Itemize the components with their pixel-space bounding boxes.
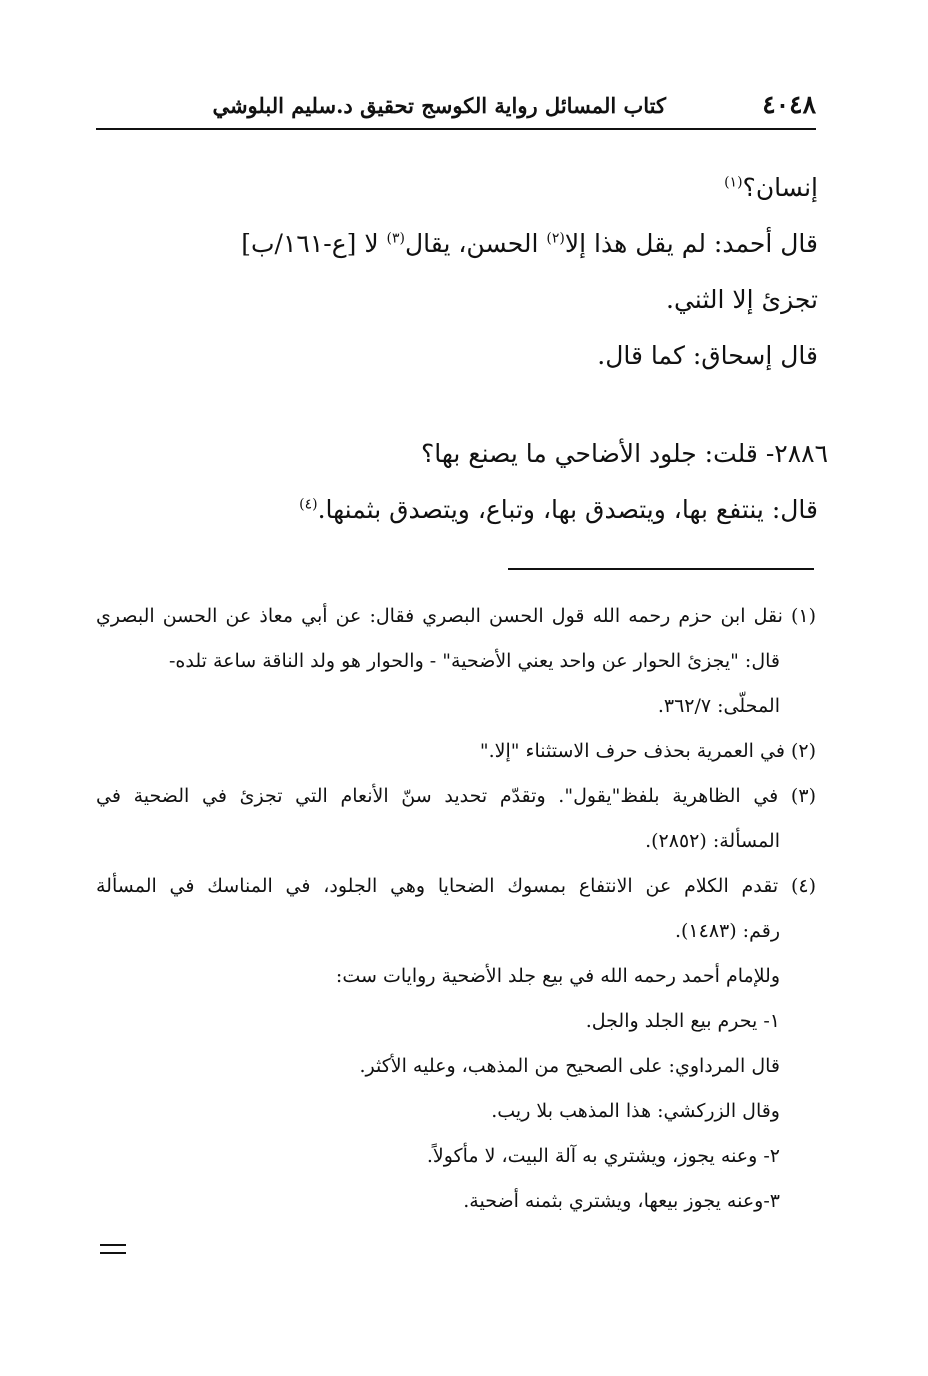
- footnote-line: ٣-وعنه يجوز بيعها، ويشتري بثمنه أضحية.: [463, 1190, 780, 1212]
- footnotes: [96, 594, 816, 1224]
- footnote-line: (٤) تقدم الكلام عن الانتفاع بمسوك الضحايا وهي الجلود، في المناسك في المسألة: [96, 875, 816, 897]
- continuation-mark-bar: [100, 1244, 126, 1246]
- footnote-ref: (٣): [386, 230, 406, 247]
- footnote-ref: (١): [724, 174, 743, 191]
- page-header: [96, 88, 816, 130]
- answer-text: قال: ينتفع بها، ويتصدق بها، وتباع، ويتصدق بثمنها.: [317, 495, 818, 524]
- main-line-text: الحسن، يقال: [405, 229, 547, 258]
- continuation-mark-bar: [100, 1252, 126, 1254]
- main-line: [98, 216, 818, 272]
- main-line-text: لا [ع-١٦١/ب]: [241, 229, 387, 258]
- footnote-line: ٢- وعنه يجوز، ويشتري به آلة البيت، لا مأكولاً.: [426, 1145, 780, 1167]
- footnote-line: المسألة: (٢٨٥٢).: [645, 830, 780, 852]
- footnote-line: (٢) في العمرية بحذف حرف الاستثناء "إلا.": [479, 740, 816, 762]
- footnote-line: قال: "يجزئ الحوار عن واحد يعني الأضحية" - والحوار هو ولد الناقة ساعة تلده-: [169, 650, 780, 672]
- footnote-line: المحلّى: ٣٦٢/٧.: [657, 695, 780, 717]
- footnote-line: ١- يحرم بيع الجلد والجل.: [585, 1010, 780, 1032]
- footnote-line: (١) نقل ابن حزم رحمه الله قول الحسن البصري فقال: عن أبي معاذ عن الحسن البصري: [96, 605, 816, 627]
- footnote-ref: (٢): [546, 230, 565, 247]
- footnote-line: وقال الزركشي: هذا المذهب بلا ريب.: [491, 1100, 780, 1122]
- main-text: [98, 160, 828, 538]
- main-line: تجزئ إلا الثني.: [666, 285, 818, 314]
- footnote-line: رقم: (١٤٨٣).: [674, 920, 780, 942]
- question-line: ٢٨٨٦- قلت: جلود الأضاحي ما يصنع بها؟: [420, 439, 828, 468]
- footnote-line: (٣) في الظاهرية بلفظ"يقول". وتقدّم تحديد سنّ الأنعام التي تجزئ في الضحية في: [96, 785, 816, 807]
- continuation-mark: [100, 1244, 126, 1258]
- footnote-line: قال المرداوي: على الصحيح من المذهب، وعليه الأكثر.: [359, 1055, 780, 1077]
- main-line: قال إسحاق: كما قال.: [597, 341, 818, 370]
- main-line: [98, 160, 818, 216]
- answer-line: [98, 482, 818, 538]
- footnote-ref: (٤): [299, 496, 318, 513]
- footnote-line: وللإمام أحمد رحمه الله في بيع جلد الأضحية روايات ست:: [335, 965, 780, 987]
- main-line-text: إنسان؟: [742, 173, 818, 202]
- main-line-text: قال أحمد: لم يقل هذا إلا: [564, 229, 818, 258]
- running-title: كتاب المسائل رواية الكوسج تحقيق د.سليم البلوشي: [212, 93, 666, 118]
- footnote-separator: [508, 568, 814, 570]
- page-number: ٤٠٤٨: [762, 90, 816, 119]
